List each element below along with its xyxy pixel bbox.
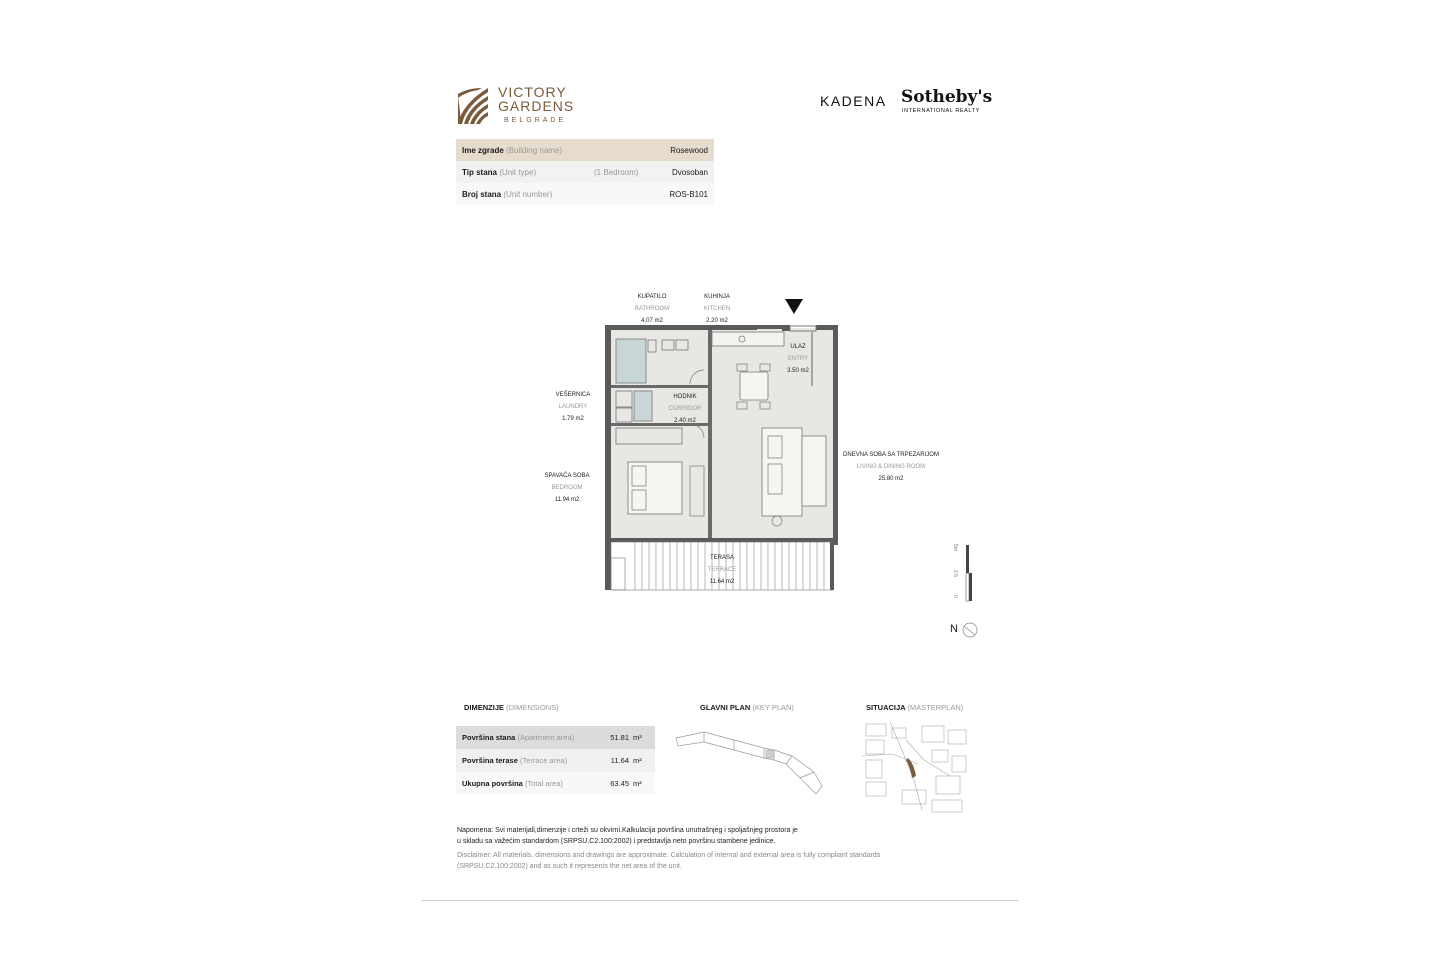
key-plan-drawing <box>674 720 828 800</box>
key-plan-title: GLAVNI PLAN (KEY PLAN) <box>700 703 794 712</box>
scale-mark-2-5: 2.5 <box>952 570 958 577</box>
disclaimer-serbian: Napomena: Svi materijali,dimenzije i crteži su okvirni.Kalkulacija površina unutrašnjeg i spoljašnjeg prostora je u skladu sa važećim standardom (SRPSU.C2.100:2002) i predstavlja neto površinu stambene jedinice. <box>457 827 798 845</box>
info-value-building: Rosewood <box>670 145 708 155</box>
dimension-row-apartment: Površina stana (Apartment area) 51.81 m² <box>456 726 655 749</box>
info-extra-building <box>588 139 654 161</box>
room-label-living: DNEVNA SOBA SA TRPEZARIJOM LIVING & DINING ROOM 25.80 m2 <box>843 452 939 482</box>
sothebys-logo: Sotheby's <box>901 87 993 107</box>
room-label-corridor: HODNIK CORRIDOR 2.40 m2 <box>668 394 702 424</box>
unit-info-table <box>456 139 714 205</box>
floor-plan-sheet <box>422 60 1018 902</box>
dimensions-table <box>456 726 655 795</box>
info-row-unit-number <box>456 183 714 205</box>
brand-name-line1: VICTORY <box>498 84 567 100</box>
sothebys-subtitle: INTERNATIONAL REALTY <box>902 108 980 114</box>
room-label-entry: ULAZ ENTRY 3.50 m2 <box>787 344 809 374</box>
scale-mark-5: 5m <box>952 544 958 551</box>
info-label-unit-type: Tip stana <box>462 167 497 177</box>
dimension-row-terrace: Površina terase (Terrace area) 11.64 m² <box>456 749 655 772</box>
north-label: N <box>950 623 958 635</box>
room-label-bedroom: SPAVAĆA SOBA BEDROOM 11.94 m2 <box>544 473 590 503</box>
masterplan-drawing <box>862 720 972 816</box>
kadena-logo: KADENA <box>820 93 887 109</box>
info-row-building <box>456 139 714 161</box>
dimensions-title: DIMENZIJE (DIMENSIONS) <box>464 703 559 712</box>
info-label-unit-number: Broj stana <box>462 189 502 199</box>
info-label-unit-type-en: (Unit type) <box>499 167 537 177</box>
victory-gardens-logo-icon <box>458 86 490 126</box>
info-row-unit-type <box>456 161 714 183</box>
north-compass-icon <box>960 621 980 639</box>
room-label-bathroom: KUPATILO BATHROOM 4.07 m2 <box>634 294 670 324</box>
info-value-unit-number: ROS-B101 <box>669 189 708 199</box>
scale-mark-0: 0 <box>952 595 958 598</box>
dimension-row-total: Ukupna površina (Total area) 63.45 m² <box>456 772 655 795</box>
info-extra-unit-type: (1 Bedroom) <box>594 167 639 177</box>
room-label-laundry: VEŠERNICA LAUNDRY 1.79 m2 <box>555 392 591 422</box>
info-label-building-en: (Building name) <box>506 145 563 155</box>
masterplan-title: SITUACIJA (MASTERPLAN) <box>866 703 964 712</box>
brand-city: BELGRADE <box>504 117 567 124</box>
room-label-terrace: TERASA TERRACE 11.64 m2 <box>707 555 737 585</box>
info-extra-unit-number <box>588 183 654 205</box>
brand-name-line2: GARDENS <box>498 98 575 114</box>
info-label-building: Ime zgrade <box>462 145 504 155</box>
entry-arrow-icon <box>785 299 803 314</box>
info-value-unit-type: Dvosoban <box>671 167 708 177</box>
room-label-kitchen: KUHINJA KITCHEN 2.20 m2 <box>703 294 731 324</box>
disclaimer-english: Disclaimer: All materials, dimensions and drawings are approximate. Calculation of internal and external area is fully compliant standards (SRPSU.C2.100:2002) and as such it represents the net area of the unit. <box>457 852 881 870</box>
info-label-unit-number-en: (Unit number) <box>503 189 553 199</box>
bottom-divider <box>422 900 1018 901</box>
